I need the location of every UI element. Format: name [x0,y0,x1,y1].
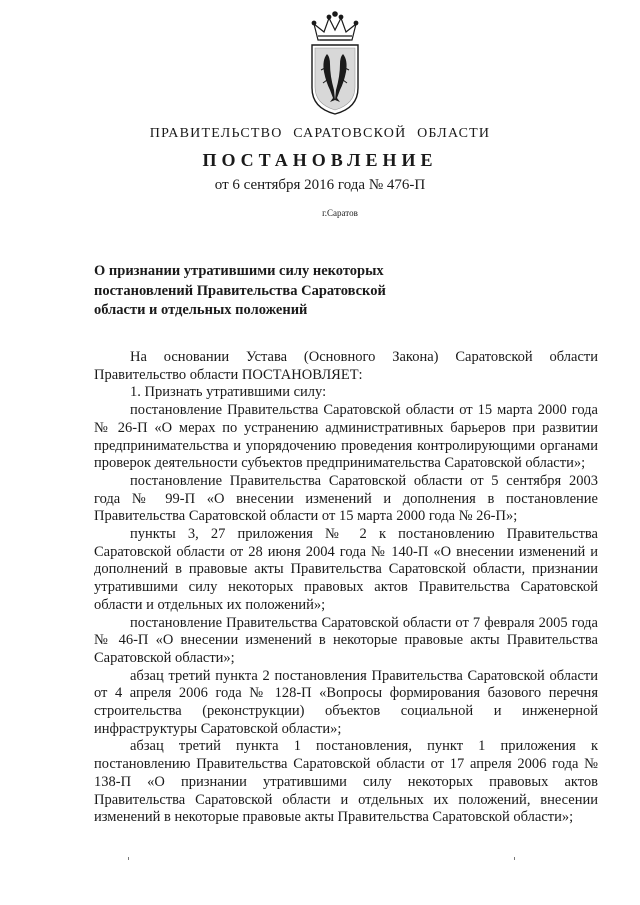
body-paragraph: пункты 3, 27 приложения № 2 к постановлению Правительства Саратовской области от 28 июня 2004 года № 140-П «О внесении изменений и дополнений в правовые акты Правительства Саратовской области, признании утратившими силу некоторых правовых актов Правительства Саратовской области и отдельных их положений»; [94,526,598,613]
body-paragraph: абзац третий пункта 2 постановления Правительства Саратовской области от 4 апреля 2006 года № 128-П «Вопросы формирования базового перечня строительства (реконструкции) объектов социальной и инженерной инфраструктуры Саратовской области»; [94,667,598,737]
document-type: ПОСТАНОВЛЕНИЕ [202,150,438,170]
crown-icon [312,12,358,40]
scan-speck [128,857,129,860]
body-paragraph: На основании Устава (Основного Закона) Саратовской области Правительство области ПОСТАНОВЛЯЕТ: [94,349,598,383]
document-body [94,349,598,827]
government-name: ПРАВИТЕЛЬСТВО САРАТОВСКОЙ ОБЛАСТИ [149,126,491,141]
document-city: г.Саратов [322,208,358,218]
body-paragraph: 1. Признать утратившими силу: [130,384,327,401]
body-paragraph: постановление Правительства Саратовской области от 5 сентября 2003 года № 99-П «О внесении изменений и дополнения в постановление Правительства Саратовской области от 15 марта 2000 года № 26-П»; [94,472,598,525]
document-title: О признании утратившими силу некоторых постановлений Правительства Саратовской области и отдельных положений [94,263,386,318]
shield-icon [312,45,358,114]
body-paragraph: постановление Правительства Саратовской области от 7 февраля 2005 года № 46-П «О внесении изменений в некоторые правовые акты Правительства Саратовской области»; [94,614,598,666]
body-paragraph: абзац третий пункта 1 постановления, пункт 1 приложения к постановлению Правительства Саратовской области от 17 апреля 2006 года № 138-П «О признании утратившими силу некоторых правовых актов Правительства Саратовской области и отдельных их положений, внесении изменений в некоторые правовые акты Правительства Саратовской области»; [94,738,598,826]
body-paragraph: постановление Правительства Саратовской области от 15 марта 2000 года № 26-П «О мерах по устранению административных барьеров при развитии предпринимательства и упорядочению проведения контролирующими органами проверок деятельности субъектов предпринимательства Саратовской области»; [94,402,598,472]
document-date-number: от 6 сентября 2016 года № 476-П [214,177,426,193]
saratov-coat-of-arms-icon [300,10,370,118]
scan-speck [514,857,515,860]
